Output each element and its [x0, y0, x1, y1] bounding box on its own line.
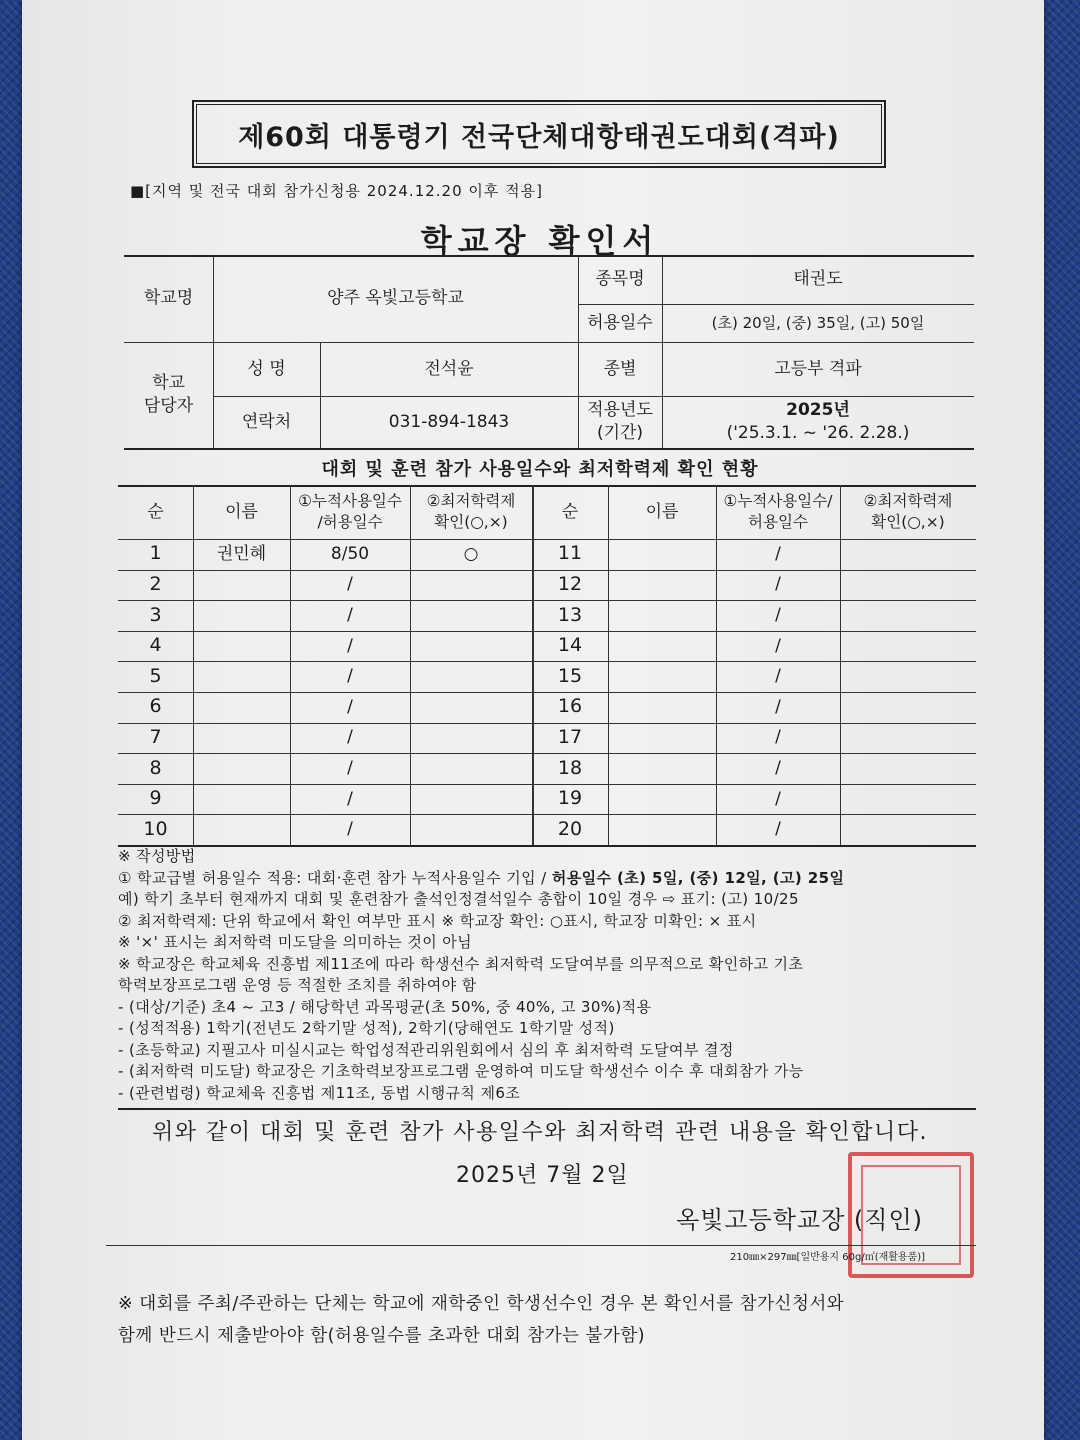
table-cell-check	[840, 692, 976, 723]
table-cell-no: 10	[143, 817, 168, 840]
confirmation-statement: 위와 같이 대회 및 훈련 참가 사용일수와 최저학력 관련 내용을 확인합니다.	[152, 1120, 928, 1145]
table-cell-no: 2	[149, 573, 162, 596]
table-cell-no: 9	[149, 787, 162, 810]
header-no-left: 순	[147, 501, 164, 522]
table-cell-no: 5	[149, 664, 162, 687]
table-cell-days: /	[775, 788, 781, 809]
table-cell-no: 4	[149, 634, 162, 657]
note-8: - (최저학력 미도달) 학교장은 기초학력보장프로그램 운영하여 미도달 학생선수 이수 후 대회참가 가능	[118, 1062, 804, 1080]
note-5: - (대상/기준) 초4 ~ 고3 / 해당학년 과목평균(초 50%, 중 40%, 고 30%)적용	[118, 997, 652, 1016]
document-title: 학교장 확인서	[420, 222, 660, 260]
table-cell-days: /	[347, 819, 353, 840]
table-cell-name	[608, 631, 716, 662]
period-label	[578, 396, 662, 448]
header-days-right-line1: ①누적사용일수/	[723, 492, 833, 511]
table-cell-name	[193, 784, 290, 815]
allowed-days-label: 허용일수	[587, 312, 653, 333]
table-cell-days: /	[775, 696, 781, 717]
table-cell-name	[193, 570, 290, 601]
table-cell-no: 13	[557, 603, 583, 626]
manager-name-value: 전석윤	[424, 358, 474, 379]
table-cell-name	[193, 661, 290, 692]
table-cell-name	[193, 692, 290, 723]
table-cell-name	[608, 661, 716, 692]
header-check-left-line2: 확인(○,×)	[434, 513, 508, 531]
signature-rule	[106, 1245, 976, 1246]
table-cell-name	[193, 723, 290, 754]
table-cell-check	[410, 692, 532, 723]
table-cell-check	[410, 723, 532, 754]
table-cell-days: /	[347, 758, 353, 779]
header-name-right: 이름	[645, 501, 679, 522]
note-7: - (초등학교) 지필고사 미실시교는 학업성적관리위원회에서 심의 후 최저학력 도달여부 결정	[118, 1040, 734, 1059]
period-label-line2: (기간)	[596, 423, 644, 443]
note-6: - (성적적용) 1학기(전년도 2학기말 성적), 2학기(당해연도 1학기말 성적)	[118, 1019, 615, 1037]
notes-heading: ※ 작성방법	[118, 847, 196, 865]
table-cell-no: 11	[557, 542, 583, 565]
table-cell-check	[410, 753, 532, 784]
school-name-label: 학교명	[143, 288, 194, 309]
division-value: 고등부 격파	[774, 358, 862, 379]
table-cell-no: 16	[557, 695, 583, 718]
contact-value: 031-894-1843	[388, 411, 510, 432]
table-cell-check	[410, 570, 532, 601]
notes-bottom-rule	[118, 1108, 976, 1110]
header-name-left: 이름	[225, 501, 258, 522]
footer-line1: ※ 대회를 주최/주관하는 단체는 학교에 재학중인 학생선수인 경우 본 확인서를 참가신청서와	[118, 1294, 845, 1314]
table-cell-no: 14	[557, 634, 583, 657]
table-cell-check	[840, 661, 976, 692]
table-cell-name	[608, 723, 716, 754]
table-cell-days: /	[347, 635, 353, 656]
table-cell-no: 15	[557, 664, 583, 687]
division-label: 종별	[603, 358, 637, 379]
manager-label	[124, 342, 213, 448]
note-4b: 학력보장프로그램 운영 등 적절한 조치를 취하여야 함	[118, 976, 477, 994]
header-no-right: 순	[561, 501, 579, 522]
form-subtitle: ■[지역 및 전국 대회 참가신청용 2024.12.20 이후 적용]	[130, 182, 543, 200]
table-cell-check	[840, 814, 976, 845]
table-cell-days: /	[347, 788, 353, 809]
table-cell-check	[840, 631, 976, 662]
table-cell-days: /	[775, 543, 781, 564]
table-cell-name	[608, 814, 716, 845]
paper-spec: 210㎜×297㎜[일반용지 60g/㎡(재활용품)]	[730, 1252, 926, 1263]
table-cell-no: 6	[149, 695, 162, 718]
note-1-bold: 허용일수 (초) 5일, (중) 12일, (고) 25일	[551, 868, 845, 887]
table-cell-days: /	[347, 574, 353, 595]
note-1-text: ① 학교급별 허용일수 적용: 대회·훈련 참가 누적사용일수 기입 /	[118, 868, 552, 887]
table-cell-no: 3	[149, 603, 162, 626]
table-cell-check	[410, 661, 532, 692]
table-cell-days: /	[347, 666, 353, 687]
table-cell-check	[410, 814, 532, 845]
header-check-left	[410, 485, 532, 539]
note-2: ② 최저학력제: 단위 학교에서 확인 여부만 표시 ※ 학교장 확인: ○표시, 학교장 미확인: × 표시	[118, 911, 757, 930]
period-range: ('25.3.1. ~ '26. 2.28.)	[726, 423, 910, 443]
name-label: 성 명	[247, 358, 286, 379]
table-cell-check	[410, 631, 532, 662]
table-cell-no: 8	[149, 756, 162, 779]
allowed-days-value: (초) 20일, (중) 35일, (고) 50일	[711, 313, 925, 332]
info-bottom-border	[124, 448, 974, 450]
table-cell-days: /	[775, 819, 781, 840]
table-cell-check	[840, 784, 976, 815]
table-cell-name	[193, 600, 290, 631]
event-label: 종목명	[595, 269, 645, 290]
header-days-left	[290, 485, 410, 539]
table-cell-no: 18	[557, 756, 583, 779]
note-4a: ※ 학교장은 학교체육 진흥법 제11조에 따라 학생선수 최저학력 도달여부를 의무적으로 확인하고 기초	[118, 954, 804, 973]
table-cell-check	[840, 600, 976, 631]
header-days-left-line1: ①누적사용일수	[298, 492, 402, 511]
issue-date: 2025년 7월 2일	[456, 1163, 629, 1188]
table-cell-no: 7	[149, 726, 162, 749]
note-9: - (관련법령) 학교체육 진흥법 제11조, 동법 시행규칙 제6조	[118, 1083, 521, 1102]
table-cell-days: /	[775, 758, 781, 779]
table-cell-name	[608, 570, 716, 601]
period-year: 2025년	[786, 400, 850, 421]
table-cell-days: /	[347, 727, 353, 748]
contact-label: 연락처	[241, 411, 292, 432]
note-1	[118, 868, 998, 890]
table-cell-name	[608, 753, 716, 784]
table-cell-check	[840, 753, 976, 784]
table-cell-days: /	[775, 666, 781, 687]
header-check-right-line1: ②최저학력제	[863, 492, 953, 511]
table-cell-days: /	[347, 605, 353, 626]
table-cell-check	[410, 600, 532, 631]
manager-label-line1: 학교	[152, 373, 185, 394]
table-cell-name	[193, 631, 290, 662]
footer-notice	[118, 1288, 998, 1352]
header-days-left-line2: /허용일수	[317, 513, 383, 531]
instructions	[118, 846, 998, 1104]
header-check-left-line1: ②최저학력제	[426, 492, 516, 511]
table-cell-name	[193, 753, 290, 784]
table-cell-check	[840, 539, 976, 570]
event-value: 태권도	[793, 269, 843, 290]
principal-signature: 옥빛고등학교장 (직인)	[676, 1206, 924, 1234]
table-cell-no: 19	[557, 787, 583, 810]
header-check-right-line2: 확인(○,×)	[871, 513, 945, 531]
period-value	[662, 396, 974, 448]
table-cell-name	[608, 692, 716, 723]
table-cell-no: 12	[557, 573, 583, 596]
header-check-right	[840, 485, 976, 539]
note-1-example: 예) 학기 초부터 현재까지 대회 및 훈련참가 출석인정결석일수 총합이 10일 경우 ⇨ 표기: (고) 10/25	[118, 890, 799, 908]
table-cell-days: /	[775, 605, 781, 626]
period-label-line1: 적용년도	[587, 400, 653, 421]
table-cell-name	[608, 600, 716, 631]
header-days-right-line2: 허용일수	[748, 513, 808, 531]
table-cell-name: 권민혜	[216, 543, 267, 564]
table-cell-days: /	[775, 727, 781, 748]
table-cell-check	[410, 784, 532, 815]
table-cell-check	[840, 723, 976, 754]
manager-label-line2: 담당자	[143, 396, 194, 416]
table-cell-days: /	[347, 696, 353, 717]
table-cell-no: 20	[557, 817, 583, 840]
table-cell-days: /	[775, 574, 781, 595]
table-cell-days: 8/50	[330, 543, 370, 564]
school-name-value: 양주 옥빛고등학교	[327, 288, 464, 309]
footer-line2: 함께 반드시 제출받아야 함(허용일수를 초과한 대회 참가는 불가함)	[118, 1326, 646, 1346]
table-cell-name	[608, 539, 716, 570]
table-cell-days: /	[775, 635, 781, 656]
header-days-right	[716, 485, 840, 539]
section-title: 대회 및 훈련 참가 사용일수와 최저학력제 확인 현황	[321, 459, 759, 480]
competition-title: 제60회 대통령기 전국단체대항태권도대회(격파)	[192, 100, 886, 168]
table-cell-name	[193, 814, 290, 845]
table-cell-check	[840, 570, 976, 601]
note-3: ※ '×' 표시는 최저학력 미도달을 의미하는 것이 아님	[118, 933, 473, 951]
table-cell-no: 17	[557, 726, 583, 749]
table-cell-name	[608, 784, 716, 815]
table-cell-check: ○	[463, 543, 479, 564]
table-cell-no: 1	[149, 542, 162, 565]
